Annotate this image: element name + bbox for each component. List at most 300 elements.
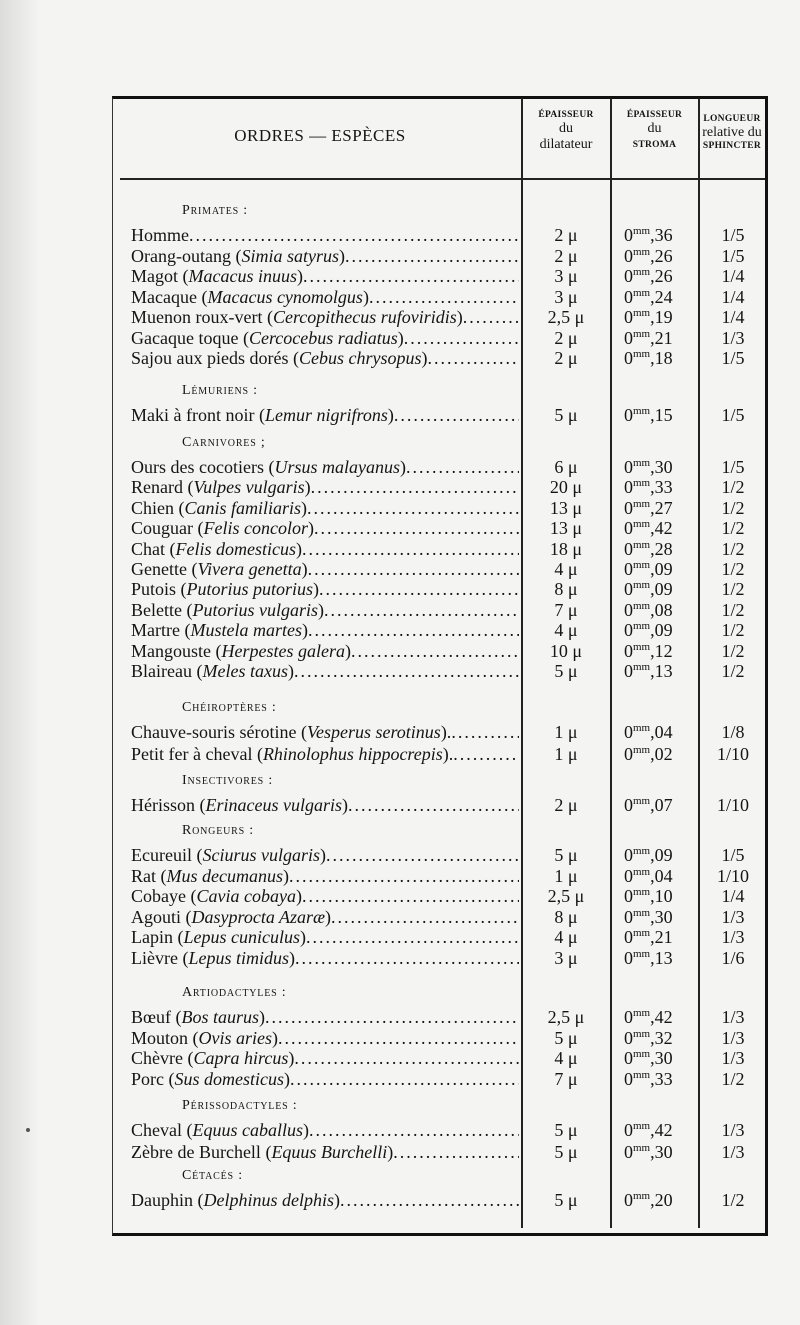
category-heading: Chéiroptères : [182, 700, 277, 715]
species-name [131, 886, 519, 907]
closing-paren: ) [288, 948, 295, 968]
species-name [131, 518, 519, 539]
common-name: Porc ( [131, 1068, 175, 1089]
sphincter-value: 1/3 [721, 327, 745, 348]
dilatateur-value: 3 μ [554, 948, 578, 968]
species-name [131, 948, 519, 969]
table-row [0, 1028, 800, 1050]
sphincter-value: 1/2 [721, 661, 745, 681]
header-ordres-especes: ORDRES — ESPÈCES [234, 126, 406, 145]
table-row [0, 866, 800, 888]
sphincter-value: 1/2 [721, 538, 745, 559]
latin-name: Putorius putorius [186, 579, 314, 600]
table-row [0, 886, 800, 908]
category-heading: Primates : [182, 203, 248, 218]
common-name: Lapin ( [131, 927, 184, 948]
leader-dots [311, 477, 519, 498]
common-name: Gacaque toque ( [131, 327, 249, 348]
dilatateur-value: 5 μ [554, 1120, 578, 1140]
table-row [0, 620, 800, 642]
sphincter-value: 1/10 [716, 795, 749, 815]
species-name [131, 1069, 519, 1090]
species-name-text [131, 328, 404, 349]
category-heading: Rongeurs : [182, 823, 254, 838]
leader-dots [295, 948, 519, 969]
common-name: Mouton ( [131, 1027, 199, 1048]
dilatateur-value: 13 μ [549, 497, 583, 518]
leader-dots [306, 927, 519, 948]
sphincter-value: 1/5 [721, 245, 745, 266]
dilatateur-value: 5 μ [554, 1142, 578, 1162]
common-name: Couguar ( [131, 518, 204, 539]
dilatateur-value: 7 μ [554, 1068, 578, 1089]
species-name [131, 1007, 519, 1028]
dilatateur-value: 2,5 μ [547, 886, 585, 907]
header-sphincter-line2: relative du [702, 124, 762, 140]
latin-name: Cavia cobaya [196, 886, 296, 907]
species-name-text [131, 579, 319, 600]
leader-dots [345, 246, 519, 267]
closing-paren: ) [287, 661, 294, 681]
table-row [0, 518, 800, 540]
sphincter-value: 1/4 [721, 886, 745, 907]
table-row [0, 795, 800, 817]
species-name [131, 348, 519, 369]
stroma-value: $0^{mm},20$ [624, 1190, 673, 1210]
stroma-value: $0^{mm},18$ [624, 348, 673, 368]
table-row [0, 405, 800, 427]
stroma-value: $0^{mm},19$ [624, 307, 673, 327]
species-name-text [131, 405, 394, 426]
common-name: Muenon roux-vert ( [131, 307, 273, 327]
species-name [131, 246, 519, 267]
closing-paren: ) [342, 795, 348, 815]
table-row [0, 457, 800, 479]
latin-name: Canis familiaris [184, 497, 302, 518]
closing-paren: ) [456, 307, 463, 327]
species-name [131, 1120, 519, 1141]
closing-paren: ) [301, 620, 308, 641]
table-row [0, 498, 800, 520]
dilatateur-value: 10 μ [549, 640, 583, 661]
stroma-value: $0^{mm},15$ [624, 405, 673, 425]
closing-paren: ) [318, 599, 324, 620]
dilatateur-value: 2,5 μ [547, 307, 585, 327]
sphincter-value: 1/5 [721, 348, 745, 368]
species-name [131, 328, 519, 349]
latin-name: Lepus cuniculus [183, 927, 300, 948]
dilatateur-value: 1 μ [554, 722, 578, 742]
leader-dots [307, 498, 519, 519]
closing-paren: ) [284, 1068, 290, 1089]
leader-dots [189, 225, 519, 246]
common-name: Magot ( [131, 266, 189, 286]
closing-paren: ). [442, 744, 454, 764]
closing-paren: ) [272, 1027, 278, 1048]
sphincter-value: 1/4 [721, 307, 745, 327]
header-dilatateur-line1: ÉPAISSEUR [538, 110, 594, 120]
dilatateur-value: 1 μ [554, 744, 578, 764]
stroma-value: $0^{mm},07$ [624, 795, 673, 815]
table-row [0, 246, 800, 268]
common-name: Macaque ( [131, 286, 208, 307]
species-name-text [131, 641, 351, 662]
species-name-text [131, 600, 324, 621]
common-name: Homme [131, 225, 189, 245]
common-name: Martre ( [131, 620, 191, 641]
latin-name: Felis domesticus [175, 538, 296, 559]
species-name-text [131, 907, 331, 928]
latin-name: Macacus cynomolgus [207, 286, 363, 307]
common-name: Cobaye ( [131, 886, 197, 907]
leader-dots [463, 307, 519, 328]
table-row [0, 600, 800, 622]
table-row [0, 1120, 800, 1142]
stroma-value: $0^{mm},42$ [624, 1007, 673, 1027]
latin-name: Vulpes vulgaris [193, 477, 305, 498]
dilatateur-value: 2 μ [554, 795, 578, 815]
closing-paren: ) [362, 286, 369, 307]
sphincter-value: 1/3 [721, 1142, 745, 1162]
dilatateur-value: 4 μ [554, 559, 578, 579]
header-sphincter-line3: SPHINCTER [702, 141, 762, 152]
species-name-text [131, 225, 189, 246]
common-name: Genette ( [131, 559, 198, 579]
closing-paren: ) [304, 477, 311, 498]
table-row [0, 477, 800, 499]
stroma-value: $0^{mm},09$ [624, 620, 673, 641]
latin-name: Cercopithecus rufoviridis [272, 307, 457, 327]
stroma-value: $0^{mm},30$ [624, 906, 673, 927]
common-name: Dauphin ( [131, 1190, 204, 1210]
species-name [131, 845, 519, 866]
table-row [0, 722, 800, 744]
table-row [0, 948, 800, 970]
stroma-value: $0^{mm},02$ [624, 744, 673, 764]
closing-paren: ) [295, 886, 302, 907]
stroma-value: $0^{mm},12$ [624, 640, 673, 661]
sphincter-value: 1/2 [721, 579, 745, 600]
dilatateur-value: 20 μ [549, 477, 583, 498]
sphincter-value: 1/4 [721, 286, 745, 307]
header-sphincter-line1: LONGUEUR [703, 114, 761, 124]
table-row [0, 641, 800, 663]
latin-name: Lepus timidus [188, 948, 289, 968]
sphincter-value: 1/2 [721, 477, 745, 498]
leader-dots [314, 518, 519, 539]
leader-dots [290, 1069, 519, 1090]
latin-name: Equus caballus [192, 1120, 303, 1140]
sphincter-value: 1/2 [721, 1190, 745, 1210]
sphincter-value: 1/3 [721, 1027, 745, 1048]
stroma-value: $0^{mm},26$ [624, 266, 673, 286]
dilatateur-value: 7 μ [554, 599, 578, 620]
header-stroma [611, 110, 698, 151]
stroma-value: $0^{mm},13$ [624, 948, 673, 968]
dilatateur-value: 2 μ [554, 225, 578, 245]
closing-paren: ) [338, 245, 345, 266]
leader-dots [369, 287, 519, 308]
sphincter-value: 1/5 [721, 225, 745, 245]
sphincter-value: 1/5 [721, 845, 745, 865]
table-row [0, 539, 800, 561]
species-name [131, 405, 519, 426]
species-name [131, 457, 519, 478]
leader-dots [331, 907, 519, 928]
species-name-text [131, 477, 311, 498]
leader-dots [294, 1048, 519, 1069]
latin-name: Bos taurus [181, 1007, 260, 1027]
species-name [131, 225, 519, 246]
leader-dots [319, 579, 519, 600]
latin-name: Ovis aries [198, 1027, 272, 1048]
table-row [0, 661, 800, 683]
category-heading: Périssodactyles : [182, 1098, 298, 1113]
species-name-text [131, 744, 453, 765]
latin-name: Mus decumanus [166, 865, 283, 886]
common-name: Chien ( [131, 497, 185, 518]
closing-paren: ) [387, 405, 394, 425]
latin-name: Meles taxus [202, 661, 288, 681]
species-name-text [131, 948, 295, 969]
species-name-text [131, 927, 306, 948]
stroma-value: $0^{mm},26$ [624, 245, 673, 266]
latin-name: Dasyprocta Azaræ [191, 906, 326, 927]
dilatateur-value: 13 μ [549, 518, 583, 539]
species-name-text [131, 498, 307, 519]
sphincter-value: 1/2 [721, 559, 745, 579]
closing-paren: ) [299, 927, 306, 948]
leader-dots [308, 620, 519, 641]
closing-paren: ) [387, 1142, 394, 1162]
species-name-text [131, 661, 294, 682]
sphincter-value: 1/2 [721, 599, 745, 620]
stroma-value: $0^{mm},04$ [624, 865, 673, 886]
species-name [131, 795, 519, 816]
leader-dots [427, 348, 519, 369]
dilatateur-value: 4 μ [554, 927, 578, 948]
header-stroma-line2: du [647, 120, 662, 136]
stroma-value: $0^{mm},04$ [624, 722, 673, 742]
stroma-value: $0^{mm},24$ [624, 286, 673, 307]
leader-dots [351, 641, 519, 662]
common-name: Renard ( [131, 477, 194, 498]
stroma-value: $0^{mm},10$ [624, 886, 673, 907]
dilatateur-value: 2 μ [554, 348, 578, 368]
dilatateur-value: 8 μ [554, 906, 578, 927]
common-name: Ecureuil ( [131, 845, 203, 865]
closing-paren: ) [301, 497, 308, 518]
species-name-text [131, 1142, 393, 1163]
closing-paren: ) [399, 457, 406, 477]
common-name: Putois ( [131, 579, 187, 600]
species-name [131, 1142, 519, 1163]
stroma-value: $0^{mm},33$ [624, 1068, 673, 1089]
species-name [131, 641, 519, 662]
header-dilatateur-line2: du [559, 120, 573, 136]
species-name-text [131, 845, 326, 866]
closing-paren: ) [319, 845, 326, 865]
table-row [0, 348, 800, 370]
leader-dots [393, 1142, 519, 1163]
species-name [131, 1190, 519, 1211]
stroma-value: $0^{mm},21$ [624, 927, 673, 948]
species-name [131, 722, 519, 743]
species-name [131, 1048, 519, 1069]
table-row [0, 328, 800, 350]
closing-paren: ) [307, 518, 314, 539]
latin-name: Rhinolophus hippocrepis [262, 744, 443, 764]
leader-dots [394, 405, 519, 426]
sphincter-value: 1/10 [716, 865, 749, 886]
latin-name: Macacus inuus [188, 266, 297, 286]
dilatateur-value: 2 μ [554, 327, 578, 348]
dilatateur-value: 5 μ [554, 1190, 578, 1210]
common-name: Sajou aux pieds dorés ( [131, 348, 299, 368]
sphincter-value: 1/2 [721, 1068, 745, 1089]
stroma-value: $0^{mm},09$ [624, 559, 673, 579]
latin-name: Simia satyrus [241, 245, 339, 266]
leader-dots [453, 744, 519, 765]
stroma-value: $0^{mm},09$ [624, 579, 673, 600]
sphincter-value: 1/2 [721, 640, 745, 661]
common-name: Cheval ( [131, 1120, 193, 1140]
table-row [0, 287, 800, 309]
category-heading: Artiodactyles : [182, 985, 287, 1000]
species-name-text [131, 886, 302, 907]
closing-paren: ) [344, 640, 351, 661]
species-name [131, 600, 519, 621]
species-name-text [131, 518, 314, 539]
stroma-value: $0^{mm},21$ [624, 327, 673, 348]
dilatateur-value: 5 μ [554, 661, 578, 681]
closing-paren: ) [295, 538, 302, 559]
closing-paren: ) [288, 1048, 295, 1068]
sphincter-value: 1/3 [721, 927, 745, 948]
latin-name: Vesperus serotinus [306, 722, 441, 742]
common-name: Hérisson ( [131, 795, 206, 815]
latin-name: Vivera genetta [197, 559, 302, 579]
dilatateur-value: 6 μ [554, 457, 578, 477]
dilatateur-value: 5 μ [554, 845, 578, 865]
species-name-text [131, 1120, 309, 1141]
stroma-value: $0^{mm},32$ [624, 1027, 673, 1048]
latin-name: Putorius vulgaris [192, 599, 318, 620]
common-name: Mangouste ( [131, 640, 222, 661]
header-sphincter [699, 114, 765, 152]
common-name: Belette ( [131, 599, 193, 620]
leader-dots [309, 1120, 519, 1141]
common-name: Petit fer à cheval ( [131, 744, 263, 764]
sphincter-value: 1/5 [721, 405, 745, 425]
dilatateur-value: 1 μ [554, 865, 578, 886]
header-stroma-line1: ÉPAISSEUR [626, 110, 683, 120]
sphincter-value: 1/4 [721, 266, 745, 286]
stroma-value: $0^{mm},42$ [624, 1120, 673, 1140]
dilatateur-value: 2 μ [554, 245, 578, 266]
table-row [0, 225, 800, 247]
sphincter-value: 1/2 [721, 620, 745, 641]
species-name-text [131, 866, 289, 887]
species-name [131, 477, 519, 498]
stroma-value: $0^{mm},08$ [624, 599, 673, 620]
latin-name: Mustela martes [190, 620, 302, 641]
common-name: Bœuf ( [131, 1007, 182, 1027]
latin-name: Lemur nigrifrons [264, 405, 388, 425]
closing-paren: ) [421, 348, 428, 368]
header-stroma-line3: STROMA [632, 140, 677, 151]
latin-name: Cebus chrysopus [298, 348, 422, 368]
leader-dots [278, 1028, 519, 1049]
species-name-text [131, 1028, 278, 1049]
dilatateur-value: 4 μ [554, 620, 578, 641]
species-name-text [131, 1007, 265, 1028]
table-row [0, 1069, 800, 1091]
leader-dots [302, 539, 519, 560]
latin-name: Equus Burchelli [271, 1142, 388, 1162]
species-name-text [131, 246, 345, 267]
stroma-value: $0^{mm},36$ [624, 225, 673, 245]
dilatateur-value: 3 μ [554, 286, 578, 307]
leader-dots [265, 1007, 519, 1028]
leader-dots [451, 722, 519, 743]
stroma-value: $0^{mm},33$ [624, 477, 673, 498]
species-name [131, 866, 519, 887]
common-name: Maki à front noir ( [131, 405, 265, 425]
table-row [0, 1007, 800, 1029]
species-name [131, 579, 519, 600]
latin-name: Sciurus vulgaris [202, 845, 320, 865]
common-name: Chauve-souris sérotine ( [131, 722, 307, 742]
closing-paren: ). [440, 722, 452, 742]
common-name: Ours des cocotiers ( [131, 457, 275, 477]
dilatateur-value: 5 μ [554, 1027, 578, 1048]
table-row [0, 1190, 800, 1212]
stroma-value: $0^{mm},30$ [624, 1048, 673, 1068]
dilatateur-value: 4 μ [554, 1048, 578, 1068]
table-row [0, 845, 800, 867]
dilatateur-value: 8 μ [554, 579, 578, 600]
species-name-text [131, 1048, 294, 1069]
table-row [0, 266, 800, 288]
header-rule [120, 178, 765, 180]
species-name [131, 287, 519, 308]
category-heading: Cétacés : [182, 1168, 243, 1183]
sphincter-value: 1/3 [721, 906, 745, 927]
latin-name: Ursus malayanus [274, 457, 400, 477]
latin-name: Sus domesticus [174, 1068, 284, 1089]
latin-name: Capra hircus [193, 1048, 289, 1068]
common-name: Chat ( [131, 538, 176, 559]
category-heading: Lémuriens : [182, 383, 258, 398]
table-row [0, 744, 800, 766]
species-name-text [131, 457, 406, 478]
species-name [131, 1028, 519, 1049]
species-name [131, 539, 519, 560]
leader-dots [348, 795, 519, 816]
common-name: Chèvre ( [131, 1048, 194, 1068]
species-name-text [131, 1069, 290, 1090]
species-name [131, 620, 519, 641]
leader-dots [308, 559, 519, 580]
stroma-value: $0^{mm},30$ [624, 457, 673, 477]
common-name: Rat ( [131, 865, 167, 886]
leader-dots [289, 866, 519, 887]
dilatateur-value: 5 μ [554, 405, 578, 425]
closing-paren: ) [333, 1190, 340, 1210]
leader-dots [324, 600, 519, 621]
species-name-text [131, 1190, 340, 1211]
